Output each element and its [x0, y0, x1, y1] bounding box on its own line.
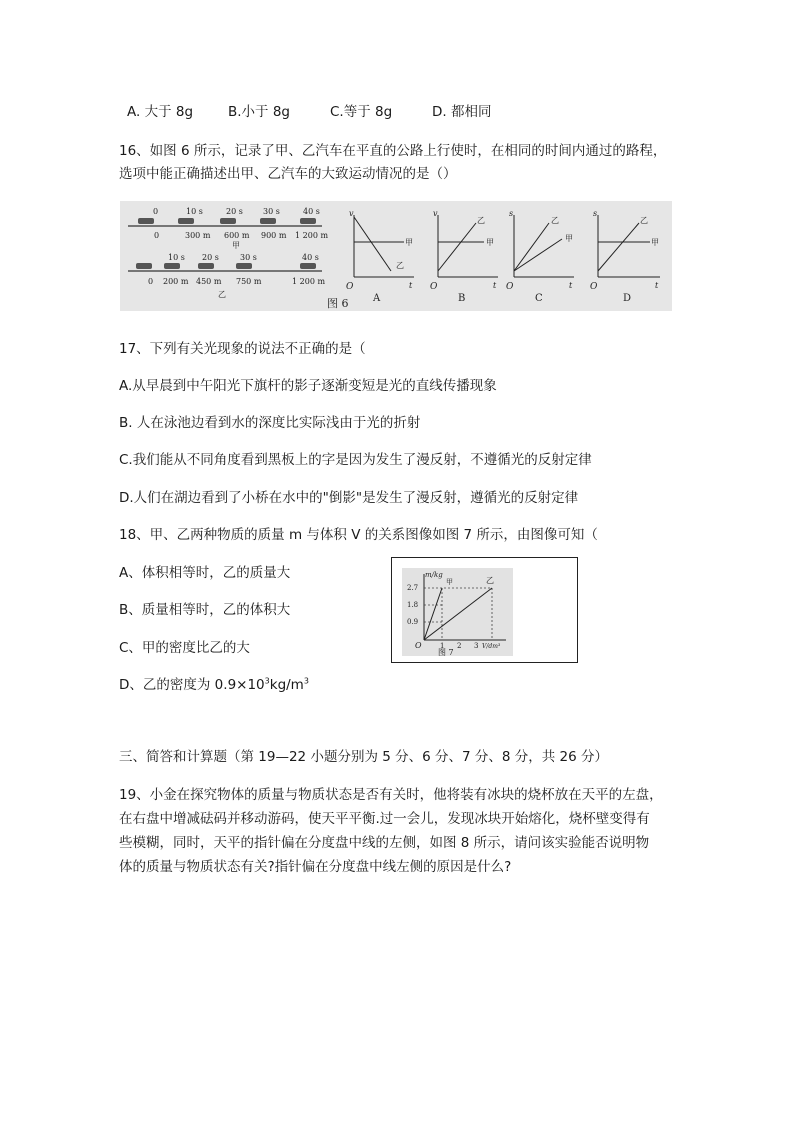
- jia-time-4: 40 s: [303, 207, 320, 216]
- graph-a: [346, 209, 414, 304]
- figure-6-caption: 图 6: [327, 297, 349, 310]
- q16-stem-line2: 选项中能正确描述出甲、乙汽车的大致运动情况的是（）: [119, 166, 457, 182]
- car-icon: [164, 263, 180, 269]
- car-icon: [198, 263, 214, 269]
- graph-a-jia: 甲: [405, 238, 413, 247]
- graph-d-jia: 甲: [651, 238, 659, 247]
- q19-line2: 在右盘中增减砝码并移动游码，使天平平衡.过一会儿，发现冰块开始熔化，烧杯壁变得有: [119, 811, 650, 827]
- q15-option-a: A. 大于 8g: [127, 104, 194, 120]
- graph-c-letter: C: [535, 293, 543, 304]
- figure-6: [120, 201, 672, 311]
- graph-d-yaxis: s: [593, 209, 598, 218]
- yi-dist-2: 450 m: [196, 277, 222, 286]
- yi-time-4: 40 s: [302, 253, 319, 262]
- q15-option-b: B.小于 8g: [228, 104, 291, 120]
- graph-d-yi: 乙: [640, 216, 648, 225]
- q16-stem-line1: 16、如图 6 所示，记录了甲、乙汽车在平直的公路上行使时，在相同的时间内通过的路程，: [119, 143, 667, 159]
- fig7-xtick-1: 1: [440, 642, 445, 650]
- jia-time-3: 30 s: [263, 207, 280, 216]
- jia-time-1: 10 s: [186, 207, 203, 216]
- fig7-xtick-3: 3: [474, 642, 479, 650]
- graph-d-xaxis: t: [655, 281, 659, 290]
- jia-dist-1: 300 m: [185, 231, 211, 240]
- graph-d-letter: D: [623, 293, 632, 304]
- graph-a-origin: O: [346, 282, 354, 292]
- graph-d-origin: O: [590, 282, 598, 292]
- section-3-title: 三、简答和计算题（第 19—22 小题分别为 5 分、6 分、7 分、8 分，共 26 分）: [119, 749, 609, 765]
- graph-b-xaxis: t: [493, 281, 497, 290]
- fig7-yaxis: m/kg: [425, 571, 443, 579]
- fig7-ytick-0-9: 0.9: [407, 618, 419, 626]
- car-icon: [300, 218, 316, 224]
- q17-option-d: D.人们在湖边看到了小桥在水中的"倒影"是发生了漫反射，遵循光的反射定律: [119, 490, 579, 506]
- jia-dist-2: 600 m: [224, 231, 250, 240]
- graph-c-jia: 甲: [565, 234, 573, 243]
- yi-dist-3: 750 m: [236, 277, 262, 286]
- car-icon: [178, 218, 194, 224]
- jia-dist-3: 900 m: [261, 231, 287, 240]
- graph-a-yi: 乙: [396, 261, 404, 270]
- graph-b-letter: B: [458, 293, 466, 304]
- jia-time-2: 20 s: [226, 207, 243, 216]
- car-icon: [136, 263, 152, 269]
- yi-time-2: 20 s: [202, 253, 219, 262]
- graph-b-yi: 乙: [477, 216, 485, 225]
- q19-line1: 19、小金在探究物体的质量与物质状态是否有关时，他将装有冰块的烧杯放在天平的左盘，: [119, 787, 663, 803]
- fig7-jia: 甲: [446, 578, 453, 586]
- figure-7-frame: [391, 557, 578, 663]
- q18-stem: 18、甲、乙两种物质的质量 m 与体积 V 的关系图像如图 7 所示，由图像可知（: [119, 527, 598, 543]
- q17-stem: 17、下列有关光现象的说法不正确的是（: [119, 341, 366, 357]
- graph-b: [430, 209, 498, 304]
- yi-dist-1: 200 m: [163, 277, 189, 286]
- figure-7: [402, 568, 513, 656]
- jia-dist-0: 0: [154, 231, 160, 240]
- q18-option-a: A、体积相等时，乙的质量大: [119, 565, 291, 581]
- graph-b-origin: O: [430, 282, 438, 292]
- yi-time-3: 30 s: [240, 253, 257, 262]
- car-icon: [236, 263, 252, 269]
- q17-option-c: C.我们能从不同角度看到黑板上的字是因为发生了漫反射，不遵循光的反射定律: [119, 452, 592, 468]
- fig7-ytick-2-7: 2.7: [407, 584, 419, 592]
- fig7-xaxis: V/dm³: [482, 643, 501, 650]
- graph-c-yi: 乙: [551, 216, 559, 225]
- fig7-xtick-2: 2: [457, 642, 462, 650]
- fig7-origin: O: [415, 641, 422, 650]
- graph-c-xaxis: t: [569, 281, 573, 290]
- yi-time-1: 10 s: [168, 253, 185, 262]
- q15-option-c: C.等于 8g: [330, 104, 393, 120]
- graph-c-yaxis: s: [509, 209, 514, 218]
- car-icon: [138, 218, 154, 224]
- q19-line4: 体的质量与物质状态有关?指针偏在分度盘中线左侧的原因是什么?: [119, 859, 512, 875]
- graph-b-jia: 甲: [486, 238, 494, 247]
- q18-option-b: B、质量相等时，乙的体积大: [119, 602, 291, 618]
- graph-a-xaxis: t: [409, 281, 413, 290]
- q17-option-a: A.从早晨到中午阳光下旗杆的影子逐渐变短是光的直线传播现象: [119, 378, 497, 394]
- car-icon: [220, 218, 236, 224]
- graph-b-yaxis: v: [433, 209, 438, 218]
- graph-c-origin: O: [506, 282, 514, 292]
- graph-a-yaxis: v: [349, 209, 354, 218]
- fig7-ytick-1-8: 1.8: [407, 601, 419, 609]
- yi-time-0: 0: [148, 277, 154, 286]
- jia-label: 甲: [232, 241, 240, 250]
- car-icon: [300, 263, 316, 269]
- q18-option-c: C、甲的密度比乙的大: [119, 640, 250, 656]
- fig7-yi: 乙: [486, 576, 494, 585]
- graph-a-letter: A: [373, 293, 381, 304]
- car-icon: [260, 218, 276, 224]
- jia-dist-4: 1 200 m: [295, 231, 329, 240]
- q19-line3: 些模糊，同时，天平的指针偏在分度盘中线的左侧，如图 8 所示，请问该实验能否说明物: [119, 835, 650, 851]
- jia-time-0: 0: [153, 207, 159, 216]
- q18-option-d: D、乙的密度为 $0.9\times 10^3kg/m^3$: [119, 676, 309, 693]
- yi-dist-4: 1 200 m: [292, 277, 326, 286]
- yi-label: 乙: [218, 290, 226, 299]
- graph-d: [590, 209, 660, 304]
- q17-option-b: B. 人在泳池边看到水的深度比实际浅由于光的折射: [119, 415, 421, 431]
- graph-c: [506, 209, 574, 304]
- fig7-caption: 图 7: [438, 648, 454, 656]
- q15-option-d: D. 都相同: [432, 104, 492, 120]
